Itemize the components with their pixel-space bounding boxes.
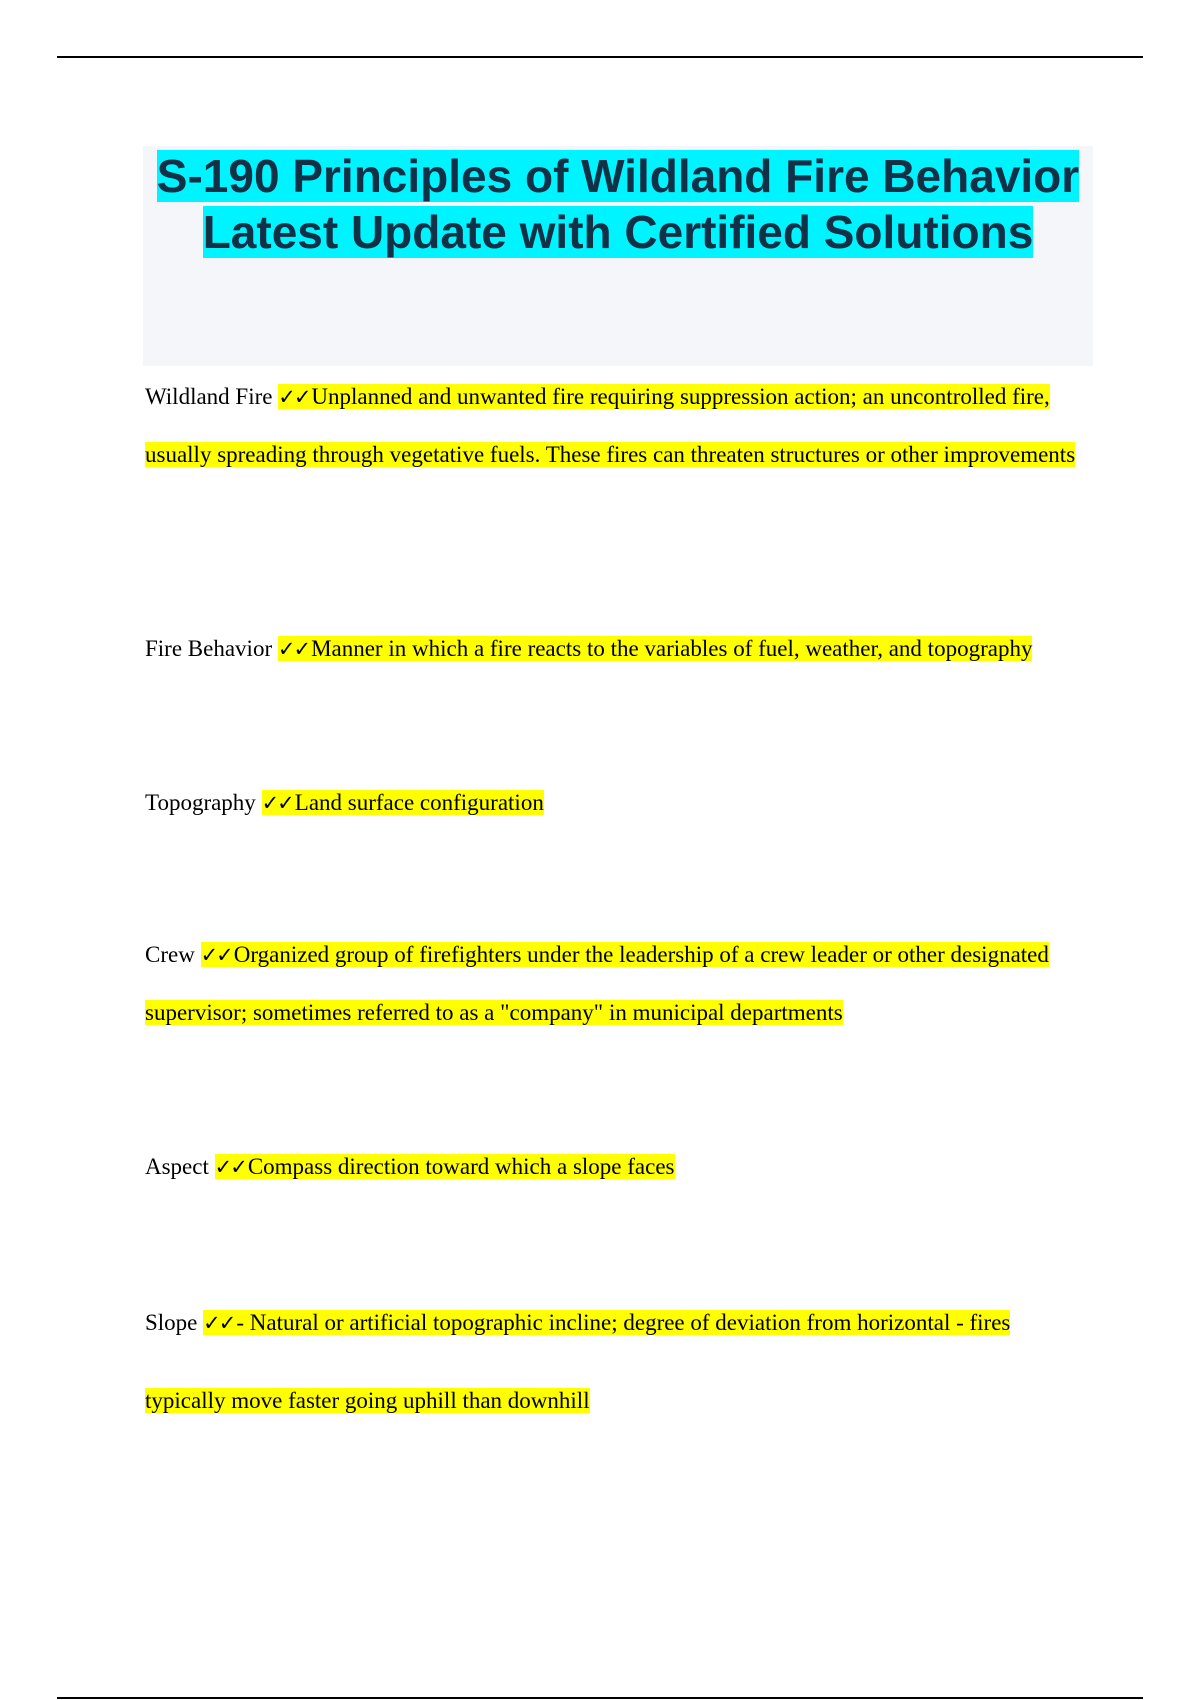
entry-definition-text: - Natural or artificial topographic incline; degree of deviation from horizontal - fires typically move faster going uphill than downhill <box>145 1310 1011 1413</box>
entry-slope <box>145 1284 1095 1439</box>
entry-definition-text: Compass direction toward which a slope faces <box>247 1154 675 1179</box>
entry-definition <box>145 384 1075 467</box>
double-check-icon: ✓✓ <box>200 943 232 967</box>
title-banner <box>143 146 1093 366</box>
footer-rule <box>57 1697 1143 1699</box>
entry-definition-text: Organized group of firefighters under the leadership of a crew leader or other designated supervisor; sometimes referred to as a "company" in municipal departments <box>145 942 1049 1025</box>
entry-fire-behavior <box>145 631 1095 667</box>
entry-definition <box>278 636 1033 661</box>
entry-definition-text: Land surface configuration <box>294 790 544 815</box>
entry-term: Topography <box>145 790 256 815</box>
double-check-icon: ✓✓ <box>278 385 310 409</box>
entry-wildland-fire <box>145 368 1095 484</box>
entry-definition <box>145 942 1049 1025</box>
entry-term: Wildland Fire <box>145 384 273 409</box>
double-check-icon: ✓✓ <box>261 791 293 815</box>
double-check-icon: ✓✓ <box>203 1311 235 1335</box>
double-check-icon: ✓✓ <box>277 637 310 661</box>
entry-term: Aspect <box>145 1154 209 1179</box>
entry-definition <box>262 790 544 815</box>
document-title <box>143 146 1093 260</box>
document-title-text: S-190 Principles of Wildland Fire Behavior Latest Update with Certified Solutions <box>156 150 1080 258</box>
entry-aspect <box>145 1149 1095 1185</box>
entry-definition-text: Unplanned and unwanted fire requiring suppression action; an uncontrolled fire, usually spreading through vegetative fuels. These fires can threaten structures or other improvements <box>145 384 1076 467</box>
entry-term: Slope <box>145 1310 198 1335</box>
entry-crew <box>145 926 1095 1042</box>
entry-term: Crew <box>145 942 195 967</box>
entry-definition-text: Manner in which a fire reacts to the variables of fuel, weather, and topography <box>311 636 1033 661</box>
header-rule <box>57 56 1143 58</box>
entry-topography <box>145 785 1095 821</box>
double-check-icon: ✓✓ <box>214 1155 246 1179</box>
entry-term: Fire Behavior <box>145 636 273 661</box>
entry-definition <box>145 1310 1010 1413</box>
entry-definition <box>215 1154 675 1179</box>
